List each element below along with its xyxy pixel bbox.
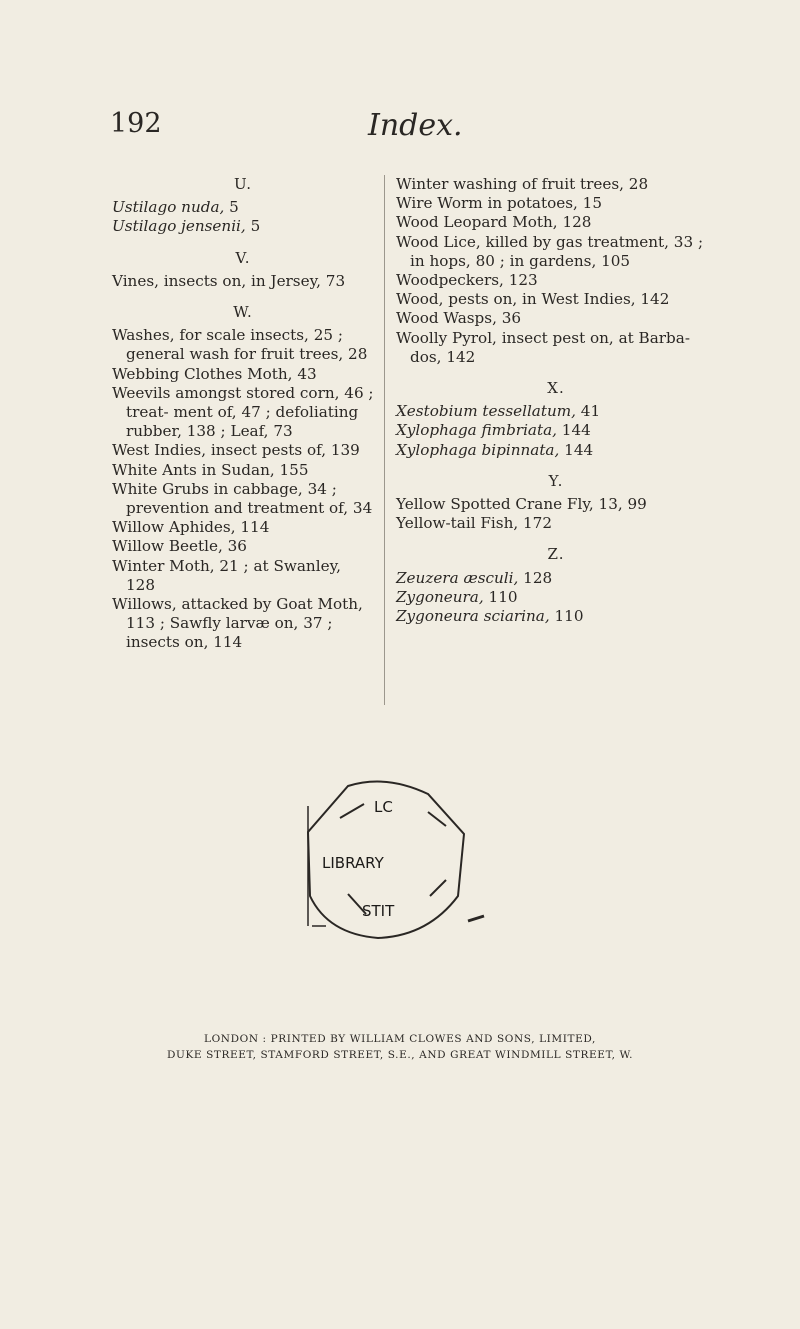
index-entry	[112, 365, 374, 384]
section-letter: X.	[547, 379, 565, 398]
index-entry	[396, 402, 716, 421]
section-letter: V.	[235, 248, 251, 267]
section-letter: W.	[233, 303, 253, 322]
stamp-top-text: LC	[374, 798, 393, 816]
index-entry	[112, 217, 374, 236]
entry-label: Yellow Spotted Crane Fly, 13, 99	[396, 495, 647, 514]
entry-label: Willows, attacked by Goat Moth, 113 ; Sawfly larvæ on, 37 ; insects on, 114	[112, 595, 363, 652]
index-section	[112, 175, 374, 237]
index-entry	[396, 233, 716, 271]
index-entry	[112, 461, 374, 480]
entry-label: Zygoneura,	[396, 587, 484, 606]
page-header	[110, 108, 710, 148]
index-entry	[396, 213, 716, 232]
index-section	[396, 379, 716, 460]
column-divider	[384, 175, 385, 705]
stamp-bottom-text: STIT	[362, 902, 395, 920]
running-title: Index.	[368, 108, 463, 143]
entry-label: Washes, for scale insects, 25 ; general wash for fruit trees, 28	[112, 326, 368, 364]
index-entry	[396, 194, 716, 213]
index-entry	[396, 441, 716, 460]
entry-label: West Indies, insect pests of, 139	[112, 441, 360, 460]
section-letter: Z.	[547, 545, 565, 564]
index-entry	[396, 607, 716, 626]
entry-label: Xylophaga bipinnata,	[396, 440, 560, 459]
entry-label: Winter Moth, 21 ; at Swanley, 128	[112, 556, 341, 594]
entry-label: Willow Aphides, 114	[112, 518, 270, 537]
index-column-left	[112, 175, 374, 665]
entry-label: Willow Beetle, 36	[112, 537, 247, 556]
printer-imprint	[0, 1031, 800, 1063]
entry-page-ref: 5	[224, 198, 239, 217]
entry-page-ref: 110	[483, 587, 518, 606]
index-section	[112, 249, 374, 291]
index-entry	[112, 480, 374, 518]
index-entry	[112, 272, 374, 291]
entry-page-ref: 5	[245, 217, 261, 236]
entry-page-ref: 144	[559, 440, 594, 459]
entry-label: Winter washing of fruit trees, 28	[396, 175, 649, 193]
index-entry	[396, 309, 716, 328]
imprint-line-2: DUKE STREET, STAMFORD STREET, S.E., AND GREAT WINDMILL STREET, W.	[166, 1049, 634, 1061]
entry-label: Zygoneura sciarina,	[396, 607, 550, 626]
entry-label: Woodpeckers, 123	[396, 271, 538, 290]
entry-label: Woolly Pyrol, insect pest on, at Barba- dos, 142	[396, 328, 690, 366]
index-entry	[112, 384, 374, 442]
section-letter: Y.	[548, 471, 564, 490]
entry-label: Xylophaga fimbriata,	[396, 421, 557, 440]
entry-label: Wood Leopard Moth, 128	[396, 213, 592, 232]
index-entry	[396, 271, 716, 290]
index-entry	[396, 329, 716, 367]
index-entry	[396, 421, 716, 440]
entry-label: Zeuzera æsculi,	[396, 568, 519, 587]
entry-label: Ustilago nuda,	[112, 198, 225, 217]
index-entry	[112, 537, 374, 556]
entry-label: Vines, insects on, in Jersey, 73	[112, 271, 346, 290]
index-entry	[112, 595, 374, 653]
index-column-right	[396, 175, 716, 638]
entry-label: Wire Worm in potatoes, 15	[396, 194, 602, 213]
imprint-line-1: LONDON : PRINTED BY WILLIAM CLOWES AND SONS, LIMITED,	[204, 1033, 596, 1045]
entry-label: White Grubs in cabbage, 34 ; prevention and treatment of, 34	[112, 479, 373, 518]
entry-label: Yellow-tail Fish, 172	[396, 514, 552, 533]
stamp-library-text: LIBRARY	[322, 854, 384, 872]
section-letter: U.	[233, 175, 253, 193]
index-section	[396, 472, 716, 534]
entry-label: Webbing Clothes Moth, 43	[112, 364, 317, 383]
index-section	[396, 545, 716, 626]
entry-page-ref: 128	[518, 568, 553, 587]
entry-label: White Ants in Sudan, 155	[112, 460, 309, 479]
entry-label: Wood, pests on, in West Indies, 142	[396, 290, 670, 309]
entry-label: Wood Wasps, 36	[396, 309, 522, 328]
index-entry	[396, 175, 716, 194]
index-entry	[112, 198, 374, 217]
index-entry	[396, 588, 716, 607]
entry-label: Weevils amongst stored corn, 46 ; treat- ment of, 47 ; defoliating rubber, 138 ; Leaf, 73	[112, 383, 374, 441]
entry-label: Wood Lice, killed by gas treatment, 33 ; in hops, 80 ; in gardens, 105	[396, 232, 704, 270]
entry-label: Xestobium tessellatum,	[396, 402, 576, 421]
index-entry	[112, 557, 374, 595]
entry-page-ref: 110	[549, 607, 584, 626]
page-number: 192	[110, 108, 162, 139]
index-entry	[112, 326, 374, 364]
entry-page-ref: 41	[575, 402, 601, 421]
index-entry	[396, 495, 716, 514]
index-entry	[112, 441, 374, 460]
index-entry	[396, 569, 716, 588]
entry-page-ref: 144	[556, 421, 591, 440]
index-entry	[396, 290, 716, 309]
library-stamp	[278, 776, 494, 946]
index-section	[396, 175, 716, 367]
index-entry	[396, 514, 716, 533]
index-entry	[112, 518, 374, 537]
index-section	[112, 303, 374, 653]
entry-label: Ustilago jensenii,	[112, 217, 246, 236]
